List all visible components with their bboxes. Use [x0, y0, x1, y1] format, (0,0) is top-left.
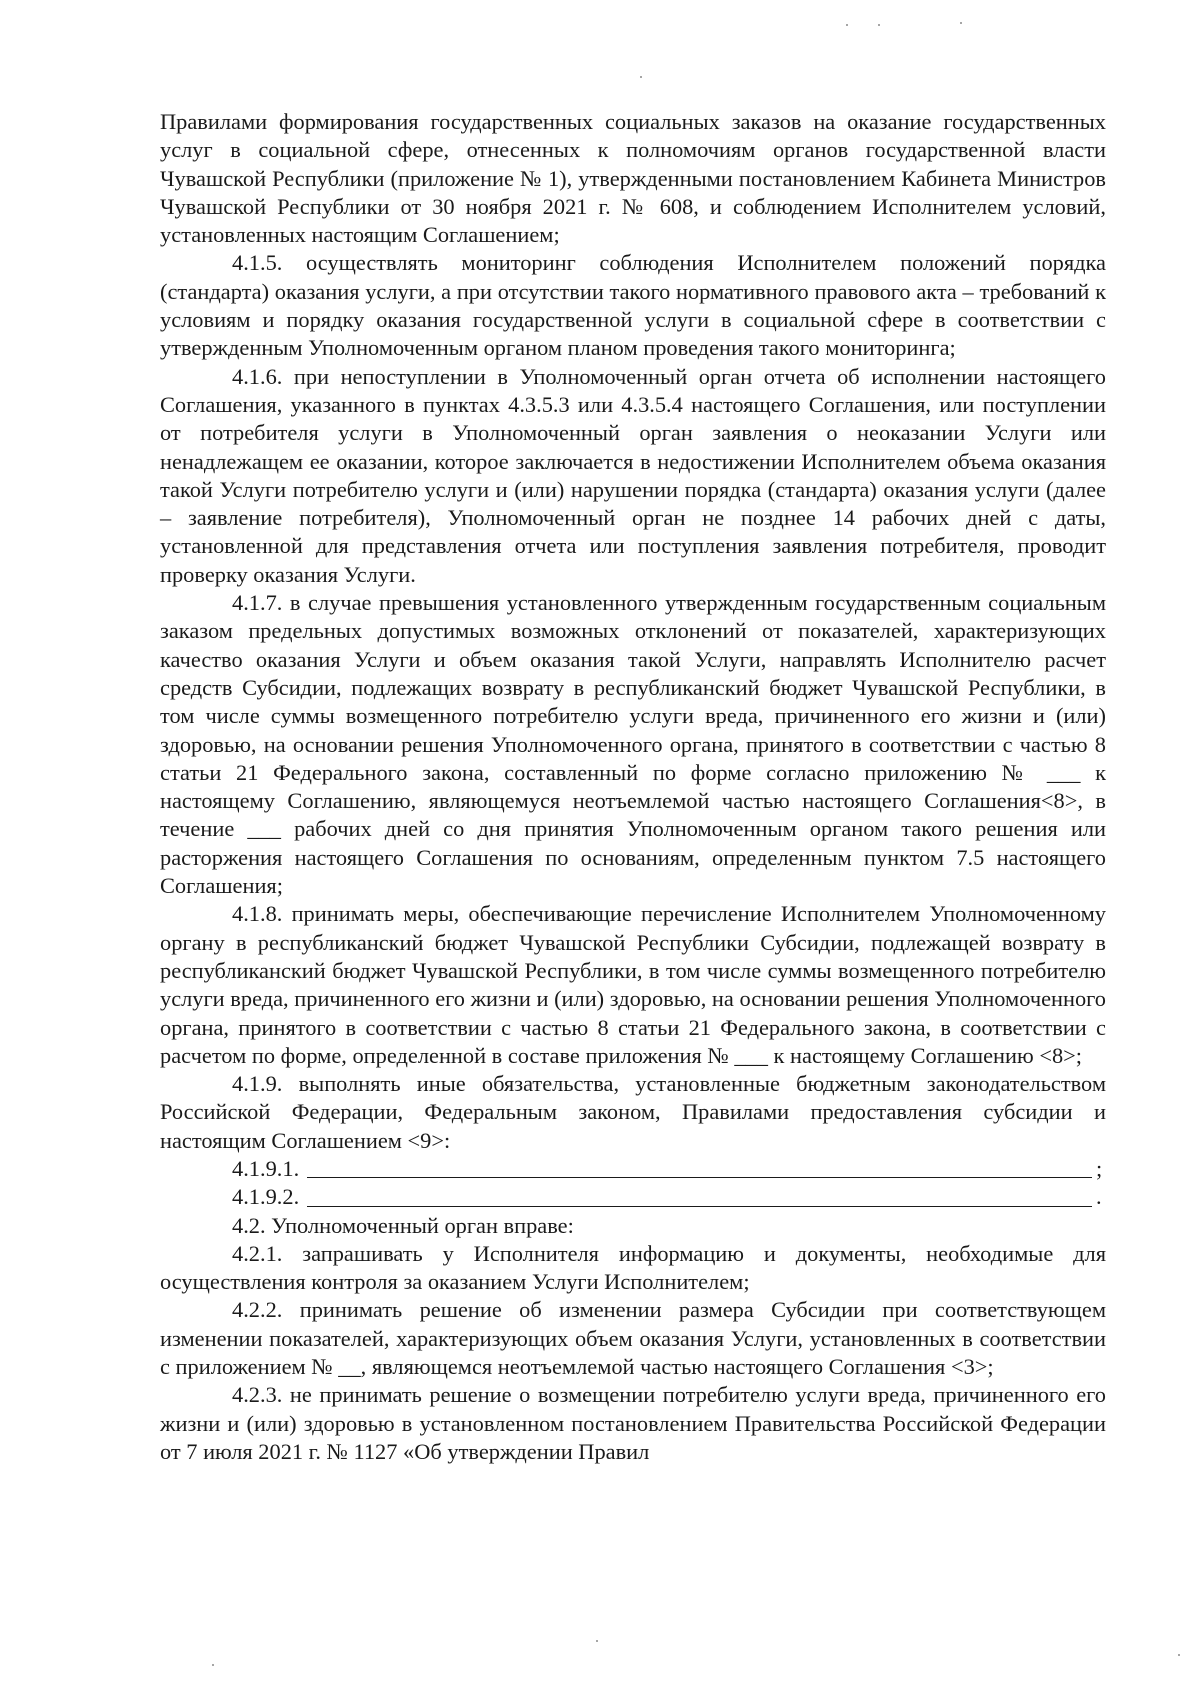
fill-line-label: 4.1.9.1.	[232, 1155, 300, 1181]
paragraph-4-1-5: 4.1.5. осуществлять мониторинг соблюдения Исполнителем положений порядка (стандарта) оказания услуги, а при отсутствии такого нормативного правового акта – требований к условиям и порядку оказания государственной услуги в социальной сфере в соответствии с утвержденным Уполномоченным органом планом проведения такого мониторинга;	[160, 250, 1106, 361]
blank-underline	[307, 1205, 1092, 1207]
fill-line-4-1-9-2	[160, 1183, 1106, 1211]
paragraph-4-1-6: 4.1.6. при непоступлении в Уполномоченный орган отчета об исполнении настоящего Соглашения, указанного в пунктах 4.3.5.3 или 4.3.5.4 настоящего Соглашения, или поступлении от потребителя услуги в Уполномоченный орган заявления о неоказании Услуги или ненадлежащем ее оказании, которое заключается в недостижении Исполнителем объема оказания такой Услуги потребителю услуги и (или) нарушении порядка (стандарта) оказания услуги (далее – заявление потребителя), Уполномоченный орган не позднее 14 рабочих дней с даты, установленной для представления отчета или поступления заявления потребителя, проводит проверку оказания Услуги.	[160, 363, 1106, 587]
paragraph-4-2-3: 4.2.3. не принимать решение о возмещении потребителю услуги вреда, причиненного его жизни и (или) здоровью в установленном постановлением Правительства Российской Федерации от 7 июля 2021 г. № 1127 «Об утверждении Правил	[160, 1382, 1106, 1464]
scan-speck	[596, 1640, 598, 1642]
paragraph-4-2-2: 4.2.2. принимать решение об изменении размера Субсидии при соответствующем изменении показателей, характеризующих объем оказания Услуги, установленных в соответствии с приложением № __, являющемся неотъемлемой частью настоящего Соглашения <3>;	[160, 1297, 1106, 1380]
scan-speck	[212, 1664, 214, 1666]
scan-speck	[1178, 1654, 1180, 1656]
fill-line-end-mark: .	[1096, 1184, 1102, 1210]
paragraph-4-1-7: 4.1.7. в случае превышения установленного утвержденным государственным социальным заказом предельных допустимых возможных отклонений от показателей, характеризующих качество оказания Услуги и объем оказания такой Услуги, направлять Исполнителю расчет средств Субсидии, подлежащих возврату в республиканский бюджет Чувашской Республики, в том числе суммы возмещенного потребителю услуги вреда, причиненного его жизни и (или) здоровью, на основании решения Уполномоченного органа, принятого в соответствии с частью 8 статьи 21 Федерального закона, составленный по форме согласно приложению № ___ к настоящему Соглашению, являющемуся неотъемлемой частью настоящего Соглашения<8>, в течение ___ рабочих дней со дня принятия Уполномоченным органом такого решения или расторжения настоящего Соглашения по основаниям, определенным пунктом 7.5 настоящего Соглашения;	[160, 590, 1106, 899]
fill-line-end-mark: ;	[1096, 1155, 1103, 1181]
paragraph-4-1-8: 4.1.8. принимать меры, обеспечивающие перечисление Исполнителем Уполномоченному органу в республиканский бюджет Чувашской Республики Субсидии, подлежащей возврату в республиканский бюджет Чувашской Республики, в том числе суммы возмещенного потребителю услуги вреда, причиненного его жизни и (или) здоровью, на основании решения Уполномоченного органа, принятого в соответствии с частью 8 статьи 21 Федерального закона, в соответствии с расчетом по форме, определенной в составе приложения № ___ к настоящему Соглашению <8>;	[160, 901, 1106, 1068]
fill-line-label: 4.1.9.2.	[232, 1184, 300, 1210]
scan-speck	[846, 24, 848, 26]
blank-underline	[307, 1176, 1092, 1178]
paragraph-4-2-1: 4.2.1. запрашивать у Исполнителя информацию и документы, необходимые для осуществления контроля за оказанием Услуги Исполнителем;	[160, 1240, 1106, 1295]
scan-speck	[640, 76, 642, 78]
paragraph-rules-continuation: Правилами формирования государственных социальных заказов на оказание государственных услуг в социальной сфере, отнесенных к полномочиям органов государственной власти Чувашской Республики (приложение № 1), утвержденными постановлением Кабинета Министров Чувашской Республики от 30 ноября 2021 г. № 608, и соблюдением Исполнителем условий, установленных настоящим Соглашением;	[160, 109, 1106, 248]
scan-speck	[878, 24, 880, 26]
document-page	[160, 108, 1106, 1466]
fill-line-4-1-9-1	[160, 1155, 1106, 1183]
paragraph-4-1-9: 4.1.9. выполнять иные обязательства, установленные бюджетным законодательством Российской Федерации, Федеральным законом, Правилами предоставления субсидии и настоящим Соглашением <9>:	[160, 1071, 1106, 1153]
scan-speck	[960, 22, 962, 24]
paragraph-4-2: 4.2. Уполномоченный орган вправе:	[232, 1212, 574, 1238]
